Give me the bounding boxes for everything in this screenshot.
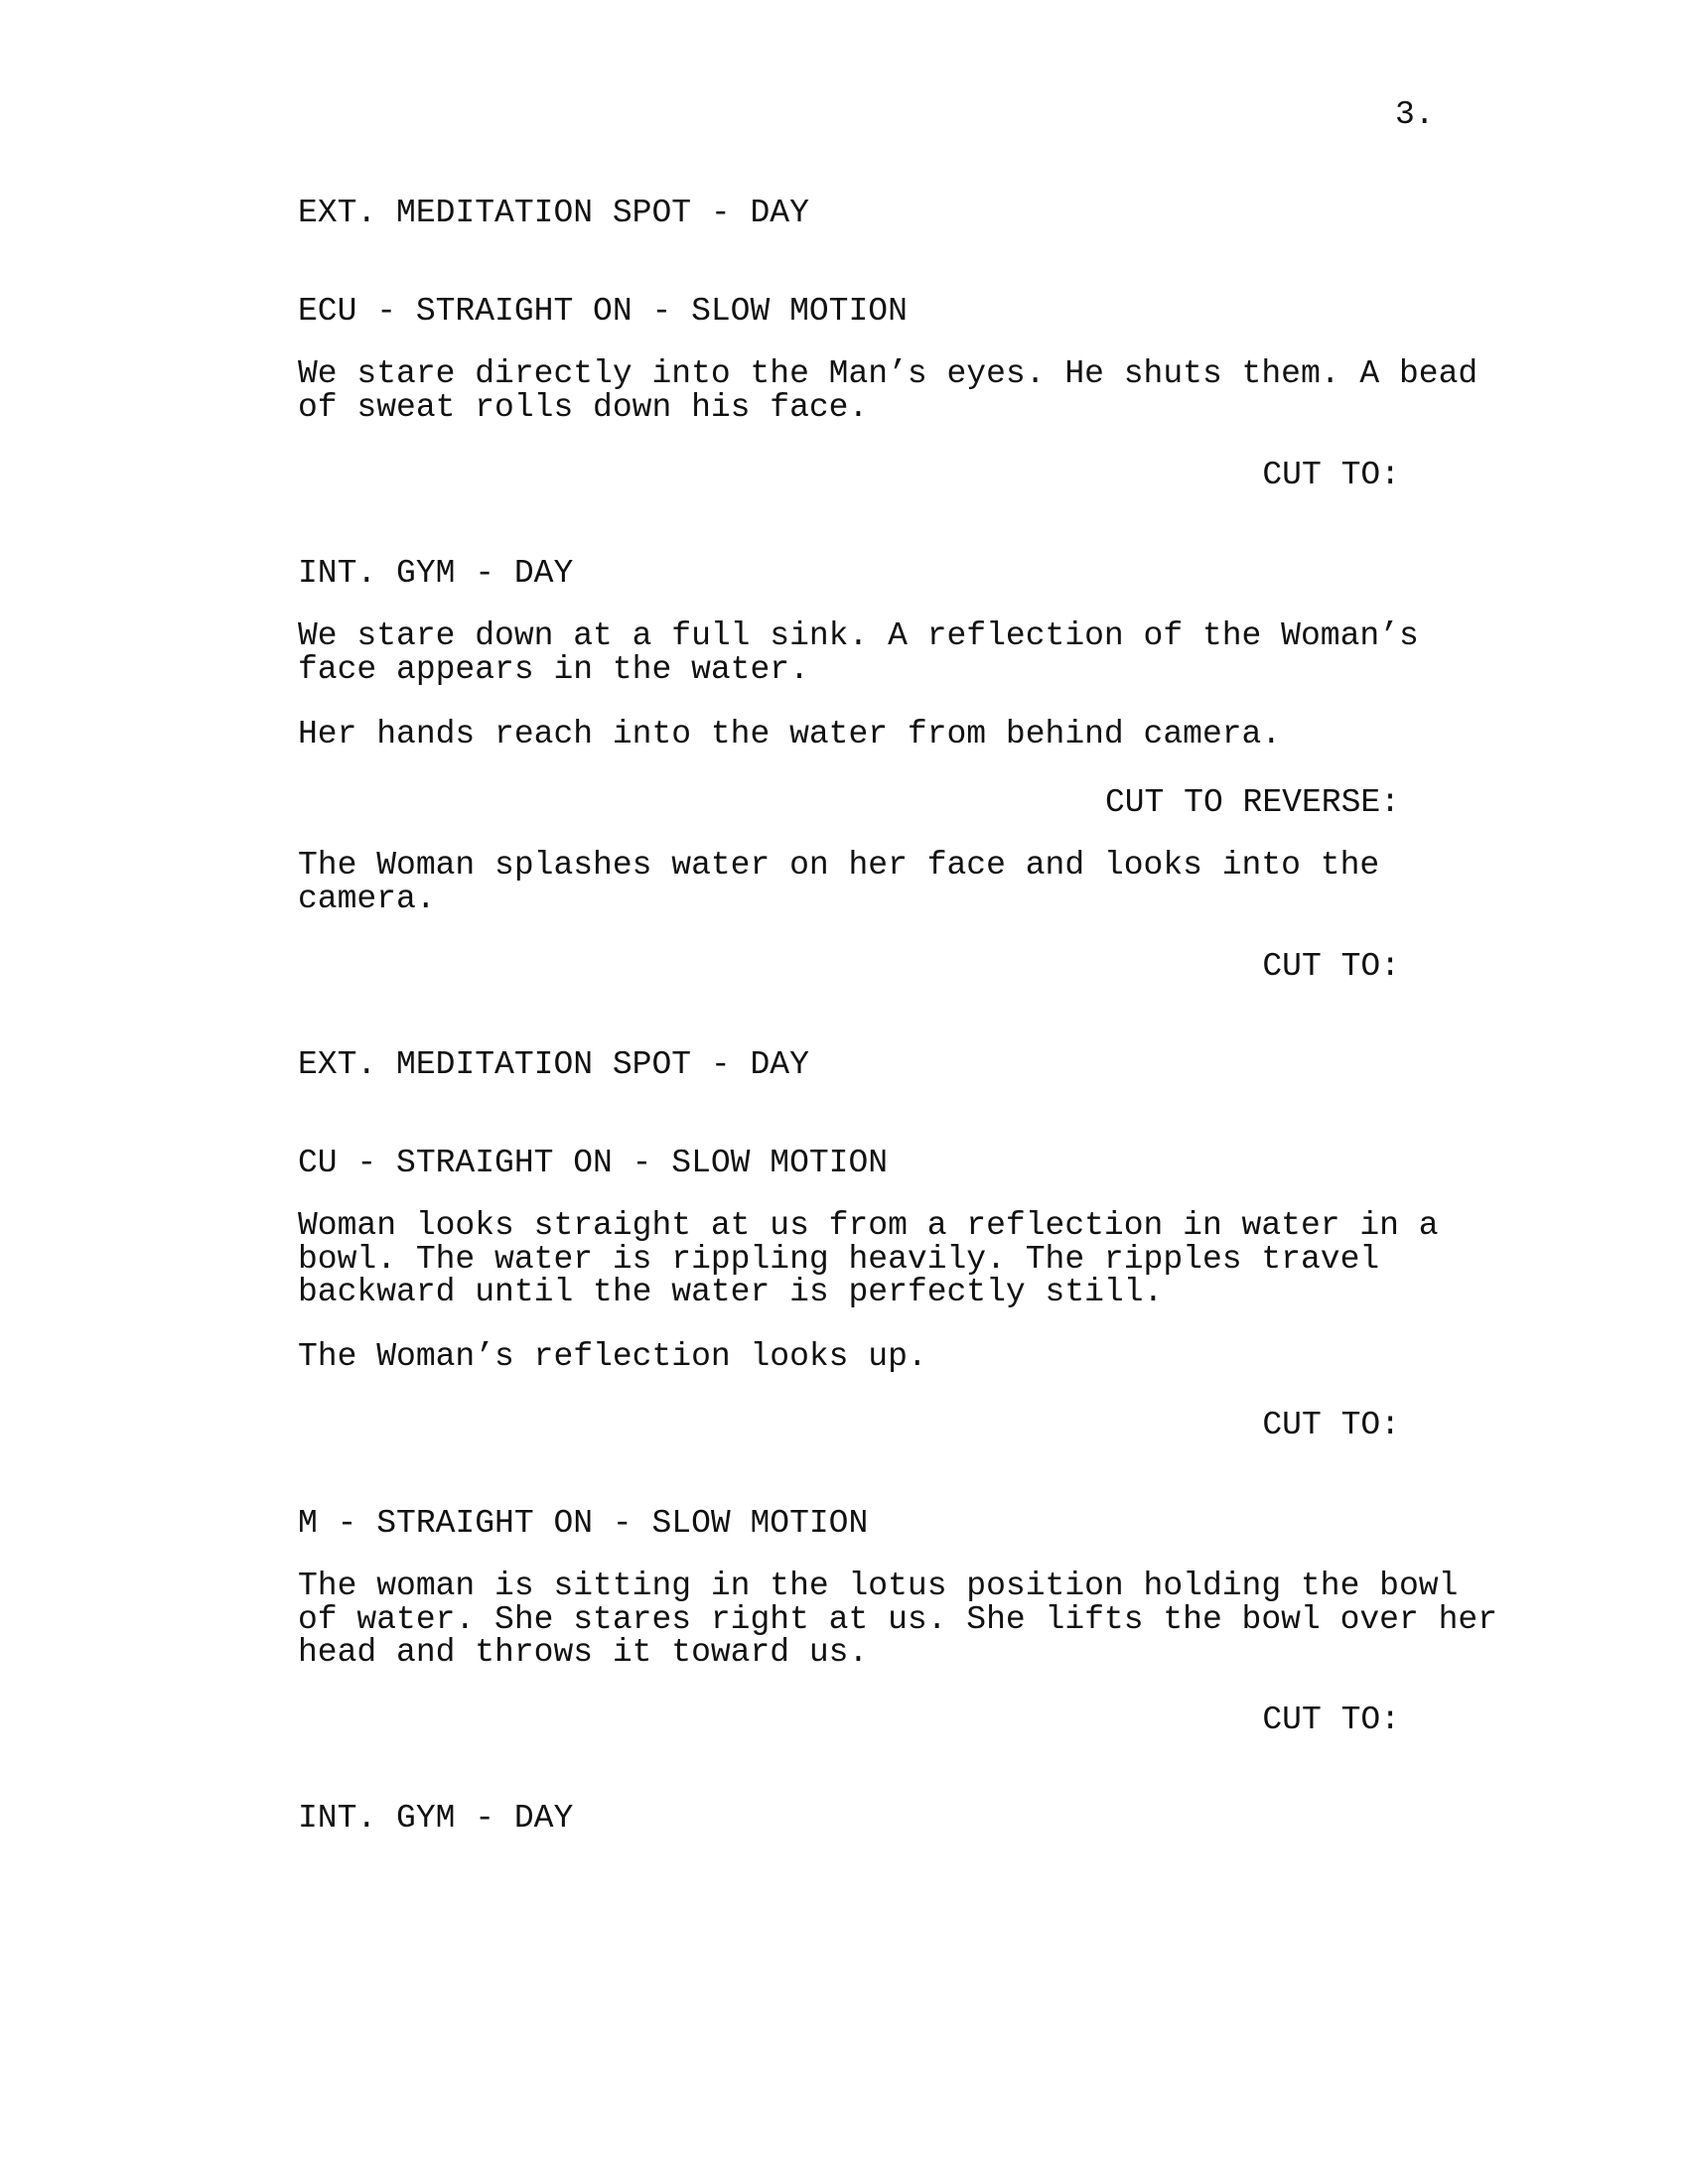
action-paragraph: The woman is sitting in the lotus position holding the bowl of water. She stares right at us. She lifts the bowl over her head and throws it toward us. [298,1568,1497,1671]
action-paragraph: We stare down at a full sink. A reflection of the Woman’s face appears in the water. [298,617,1419,688]
scene-heading: INT. GYM - DAY [298,555,574,592]
scene-heading: INT. GYM - DAY [298,1800,574,1837]
scene-heading: EXT. MEDITATION SPOT - DAY [298,195,809,231]
shot-direction: ECU - STRAIGHT ON - SLOW MOTION [298,293,908,330]
shot-direction: CU - STRAIGHT ON - SLOW MOTION [298,1145,889,1181]
action-paragraph: Woman looks straight at us from a reflection in water in a bowl. The water is rippling heavily. The ripples travel backward until the water is perfectly still. [298,1207,1439,1310]
transition: CUT TO: [1262,1407,1400,1443]
transition: CUT TO: [1262,1702,1400,1738]
transition: CUT TO: [1262,457,1400,493]
transition: CUT TO REVERSE: [1104,784,1400,821]
action-paragraph: We stare directly into the Man’s eyes. He shuts them. A bead of sweat rolls down his face. [298,355,1478,426]
action-paragraph: The Woman’s reflection looks up. [298,1338,927,1375]
transition: CUT TO: [1262,948,1400,985]
action-paragraph: Her hands reach into the water from behind camera. [298,716,1282,752]
action-paragraph: The Woman splashes water on her face and looks into the camera. [298,847,1380,917]
shot-direction: M - STRAIGHT ON - SLOW MOTION [298,1505,869,1542]
page-number: 3. [1395,96,1435,133]
scene-heading: EXT. MEDITATION SPOT - DAY [298,1046,809,1083]
